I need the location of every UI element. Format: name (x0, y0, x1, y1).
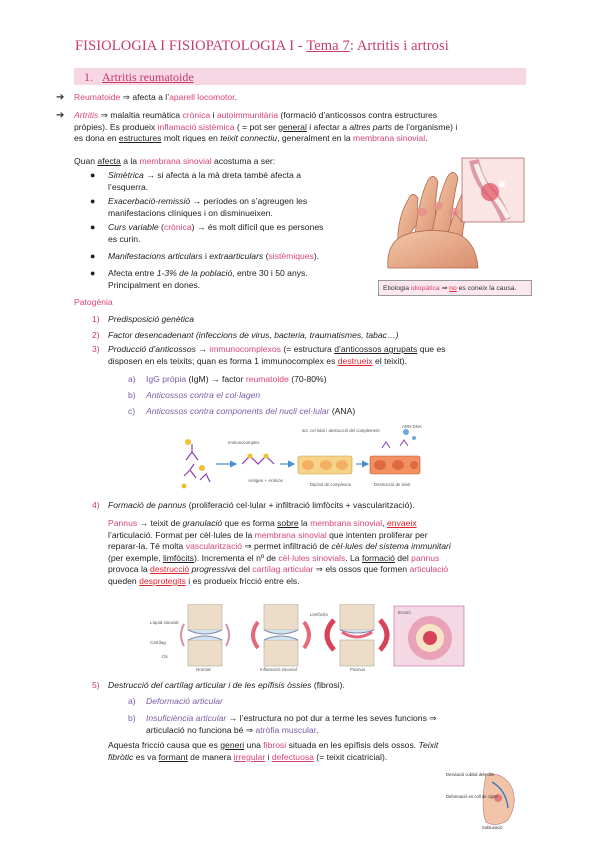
bullet-dot-icon: ● (90, 196, 96, 206)
list-number: 3) (92, 344, 100, 354)
joint-comparison-figure (148, 604, 466, 672)
fig3-label-swan: Deformació en coll de cigne (446, 794, 498, 799)
fig2-label-normal: Normal (196, 667, 211, 672)
intro-line-1: Reumatoide ⇒ afecta a l’aparell locomotor. (74, 92, 237, 102)
fig1-label-immunocomplex: Immunocomplex (228, 440, 260, 445)
fig2-label-pannus: Pannus (350, 667, 366, 672)
pannus-paragraph: Pannus → teixit de granulació que es forma sobre la membrana sinovial, envaeix l’articulació. Format per cèl·lules de la membrana sinovial que intenten proliferar per reparar-la. Té molta vascularització ⇒ permet infiltració de cèl·lules del sistema immunitari (per exemple, limfòcits). Incrementa el nº de cèl·lules sinovials. La formació del pannus provoca la destrucció progressiva del cartílag articular ⇒ els ossos que formen articulació queden desprotegits i es produeix fricció entre els. (108, 518, 451, 586)
bullet-dot-icon: ● (90, 251, 96, 261)
fig1-label-deposit: Dipòsit de complexos (310, 482, 351, 487)
list-number: 2) (92, 330, 100, 340)
rheumatoid-hand-illustration (378, 150, 526, 270)
arrow-right-icon: ➔ (56, 92, 65, 103)
fig2-label-erosion: Erosió (398, 610, 411, 615)
fig1-label-antigen: Antigen + Anticòs (248, 478, 283, 483)
bullet-dot-icon: ● (90, 170, 96, 180)
antibody-a: IgG pròpia (IgM) → factor reumatoide (70-80%) (146, 374, 327, 384)
fig3-label-ulnar: Desviació cubital dels dits (446, 772, 494, 777)
patogenia-item-3: Producció d’anticossos → immunocomplexos (= estructura d’anticossos agrupats que es disposen en els teixits; quan es forma 1 immunocomplex es destrueix el teixit). (108, 344, 446, 366)
patogenia-heading: Patogènia (74, 297, 113, 307)
fibrosi-paragraph: Aquesta fricció causa que es generi una fibrosi situada en les epífisis dels ossos. Teixit fibròtic es va formant de manera irregular i defectuosa (= teixit cicatricial). (108, 740, 439, 762)
immunocomplex-figure (176, 420, 424, 496)
patogenia-item-4: Formació de pannus (proliferació cel·lular + infiltració limfòcits + vascularització). (108, 500, 415, 510)
fig1-label-destruction: Destrucció de teixit (374, 482, 411, 487)
list-number: 5) (92, 680, 100, 690)
intro-line-5: Quan afecta a la membrana sinovial acostuma a ser: (74, 156, 276, 166)
page-title: FISIOLOGIA I FISIOPATOLOGIA I - Tema 7: Artritis i artrosi (75, 38, 449, 54)
patogenia-item-5: Destrucció del cartílag articular i de les epífisis òssies (fibrosi). (108, 680, 345, 690)
section-heading: 1. Artritis reumatoide (74, 68, 526, 85)
tema-link: Tema 7 (306, 38, 350, 54)
antibody-c: Anticossos contra components del nucli cel·lular (ANA) (146, 406, 356, 416)
sublist-letter: b) (128, 390, 136, 400)
patogenia-item-1: Predisposició genètica (108, 314, 194, 324)
list-number: 1) (92, 314, 100, 324)
insuficiencia: Insuficiència articular → l’estructura no pot dur a terme les seves funcions ⇒ articulació no funciona bé ⇒ atròfia muscular. (146, 713, 437, 735)
bullet-curs-variable: Curs variable (crònica) → és molt difícil que es persones es curin. (108, 222, 324, 244)
bullet-exacerbacio: Exacerbació-remissió → períodes on s’agreugen les manifestacions clíniques i on disminueixen. (108, 196, 308, 218)
sublist-letter: a) (128, 374, 136, 384)
fig2-label-inflammation: Inflamació sinovial (260, 667, 297, 672)
fig2-label-cartilage: Cartílag (150, 640, 166, 645)
bullet-dot-icon: ● (90, 268, 96, 278)
fig1-label-complement: act. cel·lular i destrucció del complement (302, 428, 380, 433)
sublist-letter: a) (128, 696, 136, 706)
bullet-afecta: Afecta entre 1-3% de la població, entre 30 i 50 anys. Principalment en dones. (108, 268, 308, 290)
list-number: 4) (92, 500, 100, 510)
hand-deformation-figure (446, 768, 530, 830)
fig2-label-bone: Os (162, 654, 168, 659)
bullet-simetrica: Simètrica → si afecta a la mà dreta també afecta a l’esquerra. (108, 170, 301, 192)
patogenia-item-2: Factor desencadenant (infeccions de virus, bacteria, traumatismes, tabac…) (108, 330, 399, 340)
arrow-right-icon: ➔ (56, 110, 65, 121)
bullet-manifestacions: Manifestacions articulars i extraarticulars (sistèmiques). (108, 251, 320, 261)
deformacio: Deformació articular (146, 696, 223, 706)
fig2-label-synovial: Líquid sinovial (150, 620, 179, 625)
intro-paragraph: Artritis ⇒ malaltia reumàtica crònica i autoimmunitària (formació d’anticossos contra estructures pròpies). Es produeix inflamació sistèmica ( = pot ser general i afectar a altres parts de l’organisme) i es dona en estructures molt riques en teixit connectiu, generalment en la membrana sinovial. (74, 110, 458, 144)
sublist-letter: c) (128, 406, 136, 416)
sublist-letter: b) (128, 713, 136, 723)
fig1-label-rna: ARN·DNA (402, 424, 422, 429)
bullet-dot-icon: ● (90, 222, 96, 232)
etiology-caption: Etiologia idiopàtica ⇒ no es coneix la causa. (378, 280, 532, 296)
fig3-label-subluxation: Subluxació (482, 825, 503, 830)
antibody-b: Anticossos contra el col·lagen (146, 390, 261, 400)
fig2-label-lymphocytes: Limfòcits (310, 612, 328, 617)
